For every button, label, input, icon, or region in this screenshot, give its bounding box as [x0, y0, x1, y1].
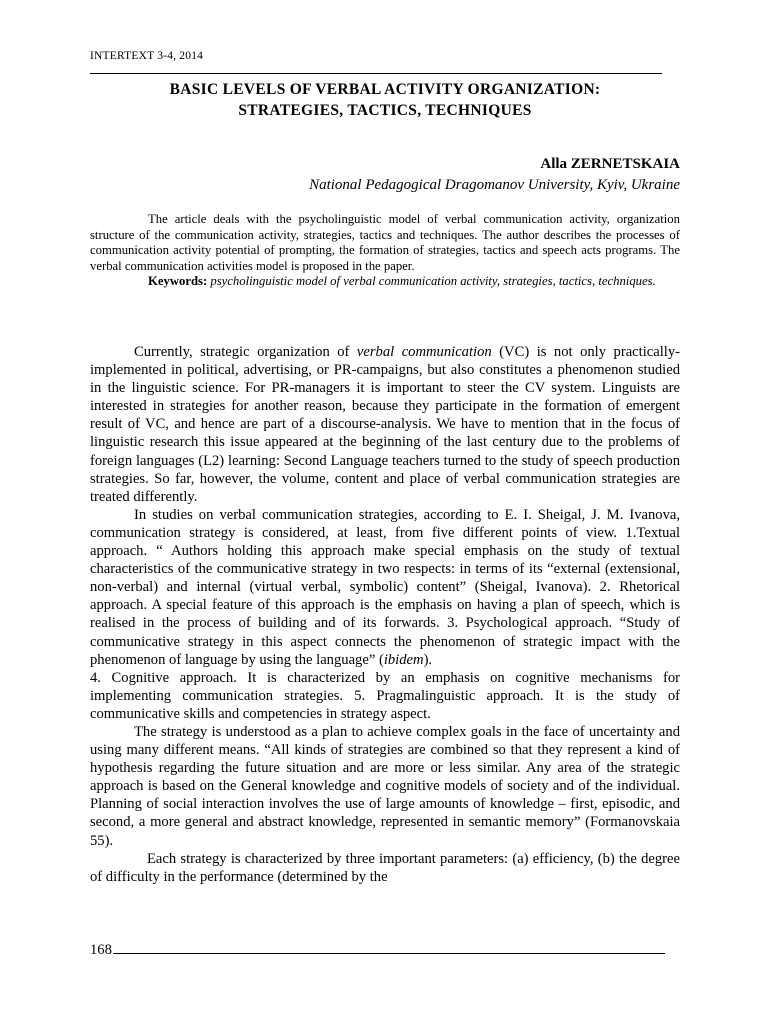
keywords	[90, 274, 680, 290]
paragraph-2	[90, 506, 680, 669]
author-affiliation: National Pedagogical Dragomanov University, Kyiv, Ukraine	[309, 177, 680, 193]
paragraph-2-text-a: In studies on verbal communication strategies, according to E. I. Sheigal, J. M. Ivanova, communication strategy is considered, at least, from five different points of view. 1.Textual approach. “ Authors holding this approach make special emphasis on the study of textual characteristics of the communicative strategy in two respects: in terms of its “external (extensional, non-verbal) and internal (virtual verbal, symbolic) content” (Sheigal, Ivanova). 2. Rhetorical approach. A special feature of this approach is the emphasis on having a plan of speech, which is realised in the process of building and of its forwards. 3. Psychological approach. “Study of communicative strategy in this aspect connects the phenomenon of strategic impact with the phenomenon of language by using the language” (	[90, 506, 680, 668]
footer-rule	[113, 953, 665, 954]
article-title	[90, 79, 680, 121]
header-rule	[90, 73, 662, 74]
keywords-text: psycholinguistic model of verbal communication activity, strategies, tactics, techniques.	[210, 274, 656, 289]
paragraph-5: Each strategy is characterized by three important parameters: (a) efficiency, (b) the degree of difficulty in the performance (determined by the	[90, 850, 680, 885]
article-body	[90, 343, 680, 886]
keywords-label: Keywords:	[148, 274, 208, 289]
title-line-2: STRATEGIES, TACTICS, TECHNIQUES	[238, 102, 532, 119]
paragraph-3: 4. Cognitive approach. It is characterized by an emphasis on cognitive mechanisms for implementing communication strategies. 5. Pragmalinguistic approach. It is the study of communicative skills and competencies in strategy aspect.	[90, 669, 680, 722]
author-name: Alla ZERNETSKAIA	[540, 156, 680, 172]
page-footer	[90, 942, 665, 959]
paragraph-2-italic: ibidem	[383, 651, 424, 668]
paragraph-4: The strategy is understood as a plan to achieve complex goals in the face of uncertainty and using many different means. “All kinds of strategies are combined so that they represent a kind of hypothesis regarding the future situation and are more or less similar. Any area of the strategic approach is based on the General knowledge and cognitive models of society and of the individual. Planning of social interaction involves the use of large amounts of knowledge – first, episodic, and second, a more general and abstract knowledge, represented in semantic memory” (Formanovskaia 55).	[90, 723, 680, 849]
paragraph-1-text-a: Currently, strategic organization of	[134, 344, 357, 360]
paragraph-1-text-b: (VC) is not only practically-implemented in political, advertising, or PR-campaigns, but also constitutes a phenomenon studied in the linguistic science. For PR-managers it is important to steer the CV system. Linguists are interested in strategies for another reason, because they participate in the formation of emergent result of VC, and hence are part of a discourse-analysis. We have to mention that in the focus of linguistic research this issue appeared at the beginning of the last century due to the problems of foreign languages (L2) learning: Second Language teachers turned to the study of speech production strategies. So far, however, the volume, content and place of verbal communication strategies are treated differently.	[90, 344, 680, 505]
running-head: INTERTEXT 3-4, 2014	[90, 50, 204, 62]
title-line-1: BASIC LEVELS OF VERBAL ACTIVITY ORGANIZATION:	[169, 81, 601, 98]
paragraph-1	[90, 343, 680, 506]
paragraph-2-text-b: ).	[423, 651, 433, 668]
abstract-text: The article deals with the psycholinguistic model of verbal communication activity, organization structure of the communication activity, strategies, tactics and techniques. The author describes the processes of communication activity potential of prompting, the formation of strategies, tactics and speech acts programs. The verbal communication activities model is proposed in the paper.	[90, 212, 680, 273]
page-number: 168	[90, 942, 112, 958]
paragraph-1-italic: verbal communication	[356, 344, 492, 360]
abstract	[90, 212, 680, 290]
